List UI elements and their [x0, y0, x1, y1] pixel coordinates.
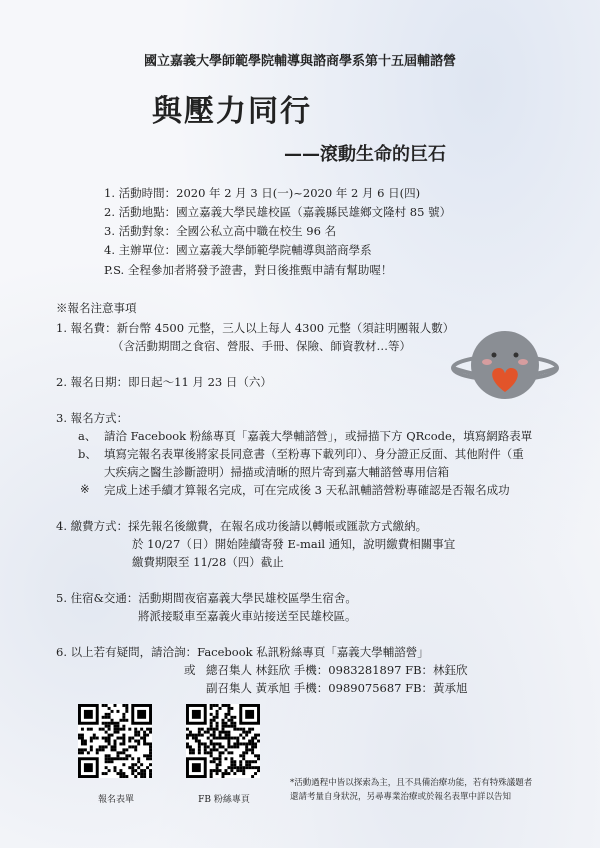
page-subtitle: ——滾動生命的巨石 — [284, 144, 446, 165]
method-c: 完成上述手續才算報名完成，可在完成後 3 天私訊輔諮營粉專確認是否報名成功 — [104, 483, 510, 497]
notes-heading: ※報名注意事項 — [56, 301, 137, 315]
event-time: 1. 活動時間：2020 年 2 月 3 日(一)~2020 年 2 月 6 日(四) — [104, 186, 421, 200]
footnote — [290, 776, 532, 804]
fee-detail: （含活動期間之食宿、營服、手冊、保險、師資教材…等） — [112, 339, 411, 353]
method-b-line1: 填寫完報名表單後將家長同意書（至粉專下載列印）、身分證正反面、其他附件（重 — [104, 447, 524, 461]
certificate-note: P.S. 全程參加者將發予證書，對日後推甄申請有幫助喔！ — [104, 263, 393, 277]
qr-code-icon[interactable] — [78, 704, 152, 778]
event-location: 2. 活動地點：國立嘉義大學民雄校區（嘉義縣民雄鄉文隆村 85 號） — [104, 205, 452, 219]
stay-line1: 5. 住宿&交通：活動期間夜宿嘉義大學民雄校區學生宿舍。 — [56, 591, 357, 605]
contact-line1: 6. 以上若有疑問，請洽詢：Facebook 私訊粉絲專頁「嘉義大學輔諮營」 — [56, 645, 429, 659]
footnote-line2: 還請考量自身狀況，另尋專業治療或於報名表單中詳以告知 — [290, 792, 512, 802]
payment-line2: 於 10/27（日）開始陸續寄發 E-mail 通知，說明繳費相關事宜 — [132, 537, 456, 551]
event-audience: 3. 活動對象：全國公私立高中職在校生 96 名 — [104, 224, 337, 238]
qr-label-registration: 報名表單 — [97, 795, 134, 805]
qr-code-icon[interactable] — [186, 704, 260, 778]
qr-label-fanpage: FB 粉絲專頁 — [198, 795, 250, 805]
payment-line1: 4. 繳費方式：採先報名後繳費，在報名成功後請以轉帳或匯款方式繳納。 — [56, 519, 428, 533]
contact-chief: 總召集人 林鈺欣 手機：0983281897 FB：林鈺欣 — [206, 663, 468, 677]
method-a: 請洽 Facebook 粉絲專頁「嘉義大學輔諮營」，或掃描下方 QRcode，填寫網路表單 — [104, 429, 533, 443]
footnote-line1: *活動過程中皆以探索為主，且不具備治療功能，若有特殊議題者 — [290, 778, 533, 788]
event-organizer: 4. 主辦單位：國立嘉義大學師範學院輔導與諮商學系 — [104, 243, 372, 257]
fee-line: 1. 報名費：新台幣 4500 元整，三人以上每人 4300 元整（須註明團報人數） — [56, 321, 455, 335]
fanpage-qr-icon — [186, 704, 260, 778]
contact-vice: 副召集人 黃承旭 手機：0989075687 FB：黃承旭 — [206, 681, 468, 695]
planet-heart-illustration — [450, 320, 560, 410]
payment-line3: 繳費期限至 11/28（四）截止 — [132, 555, 284, 569]
registration-qr-icon — [78, 704, 152, 778]
method-a-mark: a、 — [78, 429, 97, 443]
method-heading: 3. 報名方式： — [56, 411, 129, 425]
method-b-mark: b、 — [78, 447, 97, 461]
event-info-list — [104, 184, 451, 260]
org-title: 國立嘉義大學師範學院輔導與諮商學系第十五屆輔諮營 — [143, 54, 456, 69]
page-title: 與壓力同行 — [152, 94, 312, 129]
contact-or: 或 — [184, 663, 196, 677]
registration-date: 2. 報名日期：即日起～11 月 23 日（六） — [56, 375, 272, 389]
method-b-line2: 大疾病之醫生診斷證明）掃描或清晰的照片寄到嘉大輔諮營專用信箱 — [104, 465, 449, 479]
stay-line2: 將派接駁車至嘉義火車站接送至民雄校區。 — [138, 609, 357, 623]
method-c-mark: ※ — [80, 482, 90, 496]
